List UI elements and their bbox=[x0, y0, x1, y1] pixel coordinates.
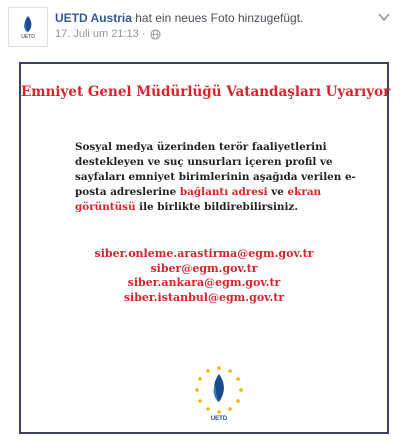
post-timestamp[interactable]: 17. Juli um 21:13 · bbox=[55, 28, 146, 40]
post-header bbox=[55, 11, 303, 25]
email-list bbox=[21, 247, 387, 305]
email-address: siber.onleme.arastirma@egm.gov.tr bbox=[94, 247, 314, 260]
uetd-logo bbox=[189, 364, 249, 426]
post-action-text: hat ein neues Foto hinzugefügt. bbox=[131, 11, 304, 25]
body-text-part: Sosyal medya üzerinden terör faaliyetlerini destekleyen ve suç unsurları içeren profil ve sayfaları emniyet birimlerinin aşağıda verilen e-posta adreslerine bbox=[75, 141, 356, 198]
svg-text:UETD: UETD bbox=[21, 34, 35, 40]
highlight-screenshot: ekran görüntüsü bbox=[75, 186, 322, 213]
announcement-frame bbox=[19, 62, 389, 434]
highlight-link-address: bağlantı adresi bbox=[179, 186, 268, 198]
announcement-headline: Emniyet Genel Müdürlüğü Vatandaşları Uyarıyor bbox=[21, 84, 391, 100]
globe-icon[interactable] bbox=[150, 29, 161, 40]
body-text-part: ile birlikte bildirebilirsiniz. bbox=[135, 201, 298, 213]
author-name[interactable]: UETD Austria bbox=[55, 11, 132, 25]
body-text-part: ve bbox=[267, 186, 288, 198]
email-address: siber.istanbul@egm.gov.tr bbox=[123, 290, 285, 304]
email-address: siber.ankara@egm.gov.tr bbox=[127, 276, 281, 289]
avatar[interactable] bbox=[8, 7, 48, 47]
email-address: siber@egm.gov.tr bbox=[150, 261, 258, 275]
post-meta bbox=[55, 28, 161, 40]
uetd-avatar-logo bbox=[9, 8, 47, 46]
chevron-down-icon[interactable] bbox=[378, 12, 390, 22]
svg-text:UETD: UETD bbox=[210, 416, 228, 422]
announcement-body bbox=[75, 140, 365, 215]
post-photo[interactable] bbox=[0, 55, 400, 444]
